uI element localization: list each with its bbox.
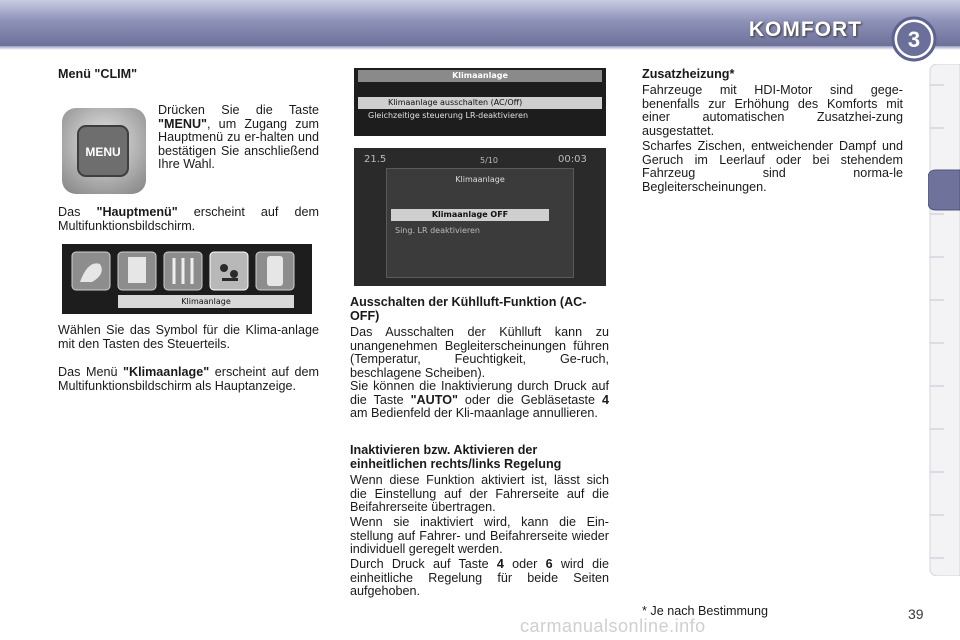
paragraph-menu-press: Drücken Sie die Taste "MENU", um Zugang zum Hauptmenü zu er-halten und bestätigen Sie anschließend Ihre Wahl. — [158, 103, 319, 172]
screen2-fan-level: 5/10 — [480, 156, 498, 165]
climate-popup-display — [354, 148, 606, 286]
paragraph-zusatzheizung-noise: Scharfes Zischen, entweichender Dampf und Geruch im Leerlauf oder bei stehendem Fahrzeug sind norma-le Begleiterscheinungen. — [642, 139, 903, 194]
screen2-item-sync: Sing. LR deaktivieren — [395, 226, 480, 235]
paragraph-hauptmenue: Das "Hauptmenü" erscheint auf dem Multifunktionsbildschirm. — [58, 205, 319, 233]
section-title-clim: Menü "CLIM" — [58, 67, 138, 81]
chapter-title: KOMFORT — [748, 18, 862, 41]
paragraph-ac-off-effects: Das Ausschalten der Kühlluft kann zu unangenehmen Begleiterscheinungen führen (Temperatur, Feuchtigkeit, Ge-ruch, beschlagene Scheiben). — [350, 325, 609, 380]
paragraph-sync-cancel: Durch Druck auf Taste 4 oder 6 wird die einheitliche Regelung für beide Seiten aufgehoben. — [350, 557, 609, 599]
footnote: * Je nach Bestimmung — [642, 604, 768, 618]
radio-icon — [128, 257, 146, 283]
menu-button-label: MENU — [85, 145, 121, 159]
menu-strip-label: Klimaanlage — [181, 297, 231, 306]
screen1-item-ac-off: Klimaanlage ausschalten (AC/Off) — [358, 97, 602, 109]
main-menu-display — [62, 244, 312, 314]
heading-sync-regulation: Inaktivieren bzw. Aktivieren der einheitlichen rechts/links Regelung — [350, 443, 562, 471]
paragraph-sync-inactive: Wenn sie inaktiviert wird, kann die Ein-stellung auf Fahrer- und Beifahrerseite wieder individuell geregelt werden. — [350, 515, 609, 557]
climate-menu-display — [354, 68, 606, 136]
screen1-item-sync: Gleichzeitige steuerung LR-deaktivieren — [368, 111, 529, 120]
screen2-temperature: 21.5 — [364, 154, 387, 165]
paragraph-klimaanlage-menu: Das Menü "Klimaanlage" erscheint auf dem Multifunktionsbildschirm als Hauptanzeige. — [58, 365, 319, 393]
watermark: carmanualsonline.info — [520, 616, 706, 636]
heading-zusatzheizung: Zusatzheizung* — [642, 67, 735, 81]
chapter-badge — [889, 16, 939, 62]
header-shadow — [0, 46, 960, 50]
paragraph-sync-active: Wenn diese Funktion aktiviert ist, lässt sich die Einstellung auf der Fahrerseite auf die Beifahrerseite übertragen. — [350, 473, 609, 515]
paragraph-select-symbol: Wählen Sie das Symbol für die Klima-anlage mit den Tasten des Steuerteils. — [58, 323, 319, 351]
screen1-title: Klimaanlage — [358, 70, 602, 82]
telephone-icon — [267, 256, 283, 286]
screen2-clock: 00:03 — [558, 154, 587, 165]
chapter-number: 3 — [907, 27, 921, 52]
heading-ac-off: Ausschalten der Kühlluft-Funktion (AC-OFF) — [350, 295, 587, 323]
page-number: 39 — [908, 606, 924, 622]
screen2-title: Klimaanlage — [455, 175, 505, 184]
paragraph-cancel-deactivation: Sie können die Inaktivierung durch Druck auf die Taste "AUTO" oder die Gebläsetaste 4 am Bedienfeld der Kli-maanlage annullieren. — [350, 379, 609, 421]
screen2-popup — [386, 168, 574, 278]
menu-button-image — [62, 108, 146, 194]
screen2-item-ac-off: Klimaanlage OFF — [391, 209, 549, 221]
paragraph-zusatzheizung: Fahrzeuge mit HDI-Motor sind gege-benenfalls zur Erhöhung des Komforts mit einer automatischen Zusatzhei-zung ausgestattet. — [642, 83, 903, 138]
side-tab-strip — [928, 64, 960, 576]
